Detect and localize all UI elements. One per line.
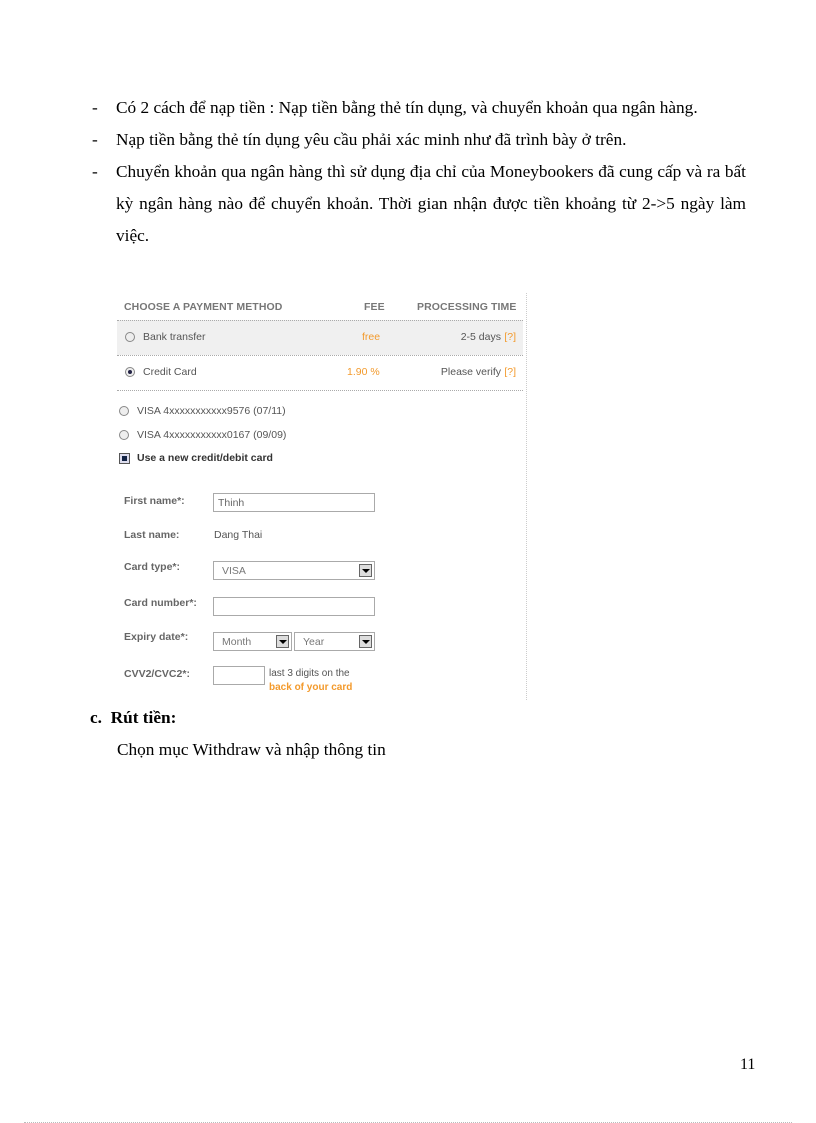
bullet-list [86, 92, 746, 252]
credit-card-label: Credit Card [143, 366, 197, 378]
saved-card-label: VISA 4xxxxxxxxxxx0167 (09/09) [137, 429, 287, 441]
bank-help-link[interactable]: [?] [504, 331, 516, 343]
chevron-down-icon[interactable] [359, 635, 372, 648]
bullet-dash: - [92, 130, 98, 149]
bank-transfer-label: Bank transfer [143, 331, 206, 343]
header-method: CHOOSE A PAYMENT METHOD [124, 301, 283, 313]
cvv-label: CVV2/CVC2*: [124, 668, 190, 680]
payment-screenshot [117, 293, 527, 700]
card-type-value: VISA [222, 565, 246, 577]
card-type-label: Card type*: [124, 561, 181, 573]
card-type-select[interactable] [213, 561, 375, 580]
card-number-label: Card number*: [124, 597, 197, 609]
bank-transfer-fee: free [362, 331, 381, 343]
saved-card-label: VISA 4xxxxxxxxxxx9576 (07/11) [137, 405, 286, 417]
paragraph: Chọn mục Withdraw và nhập thông tin [117, 740, 386, 759]
chevron-down-icon[interactable] [276, 635, 289, 648]
new-card-checkbox[interactable] [119, 453, 130, 464]
saved-card-radio[interactable] [119, 406, 129, 416]
bank-transfer-row[interactable] [117, 320, 523, 355]
last-name-value: Dang Thai [214, 529, 263, 541]
page-number: 11 [740, 1056, 756, 1073]
bullet-text: Nạp tiền bằng thẻ tín dụng yêu cầu phải xác minh như đã trình bày ở trên. [116, 130, 627, 149]
bank-transfer-time: 2-5 days [460, 331, 501, 343]
section-heading [90, 708, 176, 728]
section-label: c. [90, 708, 102, 727]
expiry-month-value: Month [222, 636, 252, 648]
expiry-month-select[interactable] [213, 632, 292, 651]
new-card-label: Use a new credit/debit card [137, 452, 273, 464]
cvv-help-link[interactable]: back of your card [269, 682, 353, 693]
chevron-down-icon[interactable] [359, 564, 372, 577]
header-fee: FEE [364, 301, 385, 313]
credit-card-row[interactable] [117, 355, 523, 391]
bullet-item [86, 156, 746, 252]
bullet-item [86, 124, 746, 156]
cvv-input[interactable] [213, 666, 265, 685]
bullet-dash: - [92, 162, 98, 181]
expiry-year-value: Year [303, 636, 325, 648]
bullet-text: Có 2 cách để nạp tiền : Nạp tiền bằng thẻ tín dụng, và chuyển khoản qua ngân hàng. [116, 98, 698, 117]
expiry-year-select[interactable] [294, 632, 375, 651]
first-name-input[interactable]: Thinh [213, 493, 375, 512]
last-name-label: Last name: [124, 529, 180, 541]
bank-transfer-radio[interactable] [125, 332, 135, 342]
credit-card-radio[interactable] [125, 367, 135, 377]
credit-card-fee: 1.90 % [347, 366, 380, 378]
first-name-label: First name*: [124, 495, 185, 507]
expiry-date-label: Expiry date*: [124, 631, 189, 643]
divider [526, 293, 527, 700]
bullet-item [86, 92, 746, 124]
saved-card-radio[interactable] [119, 430, 129, 440]
credit-help-link[interactable]: [?] [504, 366, 516, 378]
bullet-text: Chuyển khoản qua ngân hàng thì sử dụng địa chỉ của Moneybookers đã cung cấp và ra bất kỳ ngân hàng nào để chuyển khoản. Thời gian nhận được tiền khoảng từ 2->5 ngày làm việc. [116, 162, 746, 245]
card-number-input[interactable] [213, 597, 375, 616]
credit-card-time: Please verify [440, 366, 501, 378]
section-title: Rút tiền: [110, 708, 177, 727]
bullet-dash: - [92, 98, 98, 117]
header-processing-time: PROCESSING TIME [417, 301, 517, 313]
cvv-hint: last 3 digits on the [269, 668, 350, 679]
